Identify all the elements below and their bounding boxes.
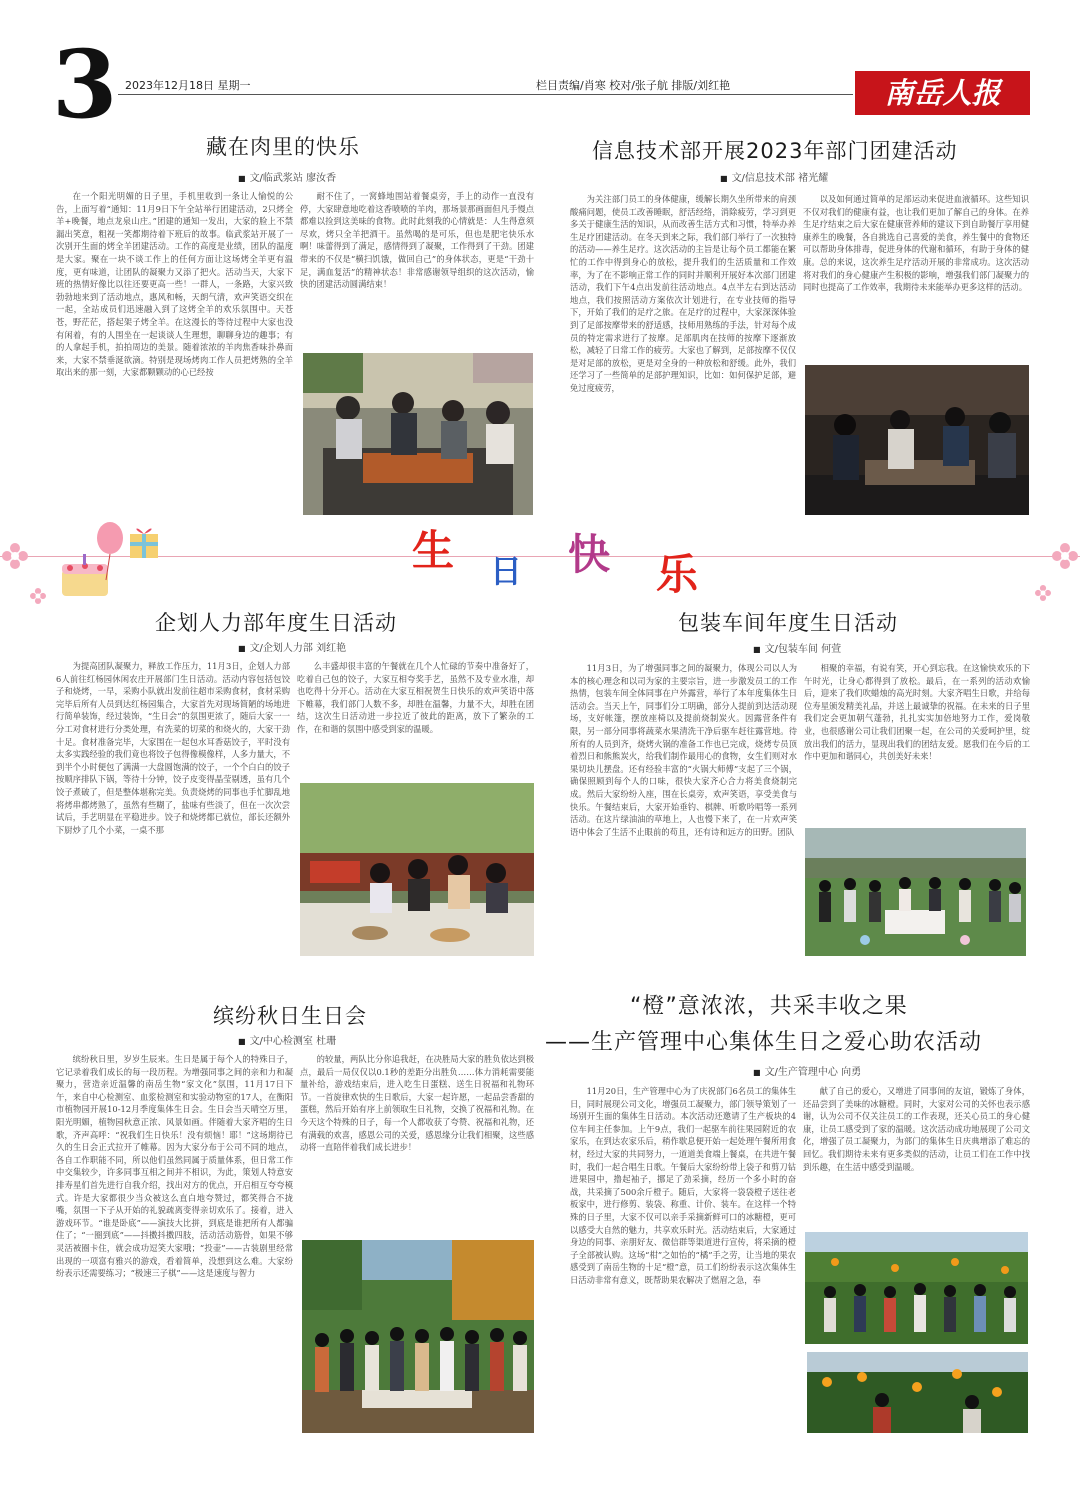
article-photo-orange-picking xyxy=(807,1352,1028,1433)
article-subtitle: ——生产管理中心集体生日之爱心助农活动 xyxy=(545,1030,983,1055)
flower-icon xyxy=(2,543,28,569)
article-photo-dumplings xyxy=(300,783,534,956)
article-body-col2: 耐不住了，一窝蜂地围站着餐桌旁，手上的动作一直没有停，大家肆意地吃着这香喷喷的羊肉，那场景那画面但凡手慢点都难以捡到这美味的食物。此时此刻我的心情就是：人生得意须尽欢，烤只全羊把酒干。虽然喝的是可乐，但也是肥宅快乐水啊！味蕾得到了满足，感情得到了凝聚，工作得到了干劲。团建带来的不仅是“横扫饥饿，做回自己”的身体状态，更是“干劲十足，满血复活”的精神状态！非常感谢领导组织的这次活动，愉快的团建活动圆满结束！ xyxy=(300,191,534,290)
article-body-col2: 以及如何通过简单的足部运动来促进血液循环。这些知识不仅对我们的健康有益，也让我们更加了解自己的身体。在养生足疗结束之后大家在健康营养师的建议下到自助餐厅享用健康养生的晚餐，各自挑选自己喜爱的美食，养生餐中的食物还可以帮助身体排毒，促进身体的代谢和循环，有助于身体的健康。总的来说，这次养生足疗活动开展的非常成功。这次活动将对我们的身心健康产生积极的影响，增强我们部门凝聚力的同时也提高了工作效率，我期待未来能举办更多这样的活动。 xyxy=(803,194,1029,293)
article-title: 藏在肉里的快乐 xyxy=(206,135,360,159)
article-photo-camping xyxy=(805,828,1026,956)
header-rule xyxy=(118,94,853,95)
article-body-col1: 11月20日，生产管理中心为了庆祝部门6名员工的集体生日，同时展现公司文化，增强员工凝聚力，部门领导策划了一场别开生面的集体生日活动。本次活动还邀请了生产板块的4位车间主任参加。上午9点，我们一起驱车前往果园附近的农家乐，在到达农家乐后，稍作歇息便开始一起处理午餐所用食材，经过大家的共同努力，一道道美食端上餐桌，在共进午餐时，我们一起合唱生日歌。午餐后大家纷纷带上袋子和剪刀钻进果园中，撸起袖子，挪足了劲采摘，经历一个多小时的奋战，共采摘了500余斤橙子。随后，大家将一袋袋橙子送往老板家中，进行修剪、装袋、称重、计价、装车。在这样一个特殊的日子里，大家不仅可以亲手采摘新鲜可口的冰糖橙，更可以感受大自然的魅力，共享欢乐时光。活动结束后，大家通过身边的同事、亲朋好友、微信群等渠道进行宣传，将采摘的橙子全部被认购。这场“柑”之如怡的“橘”手之劳，让当地的果农感受到了南岳生物的十足“橙”意，员工们纷纷表示这次集体生日活动非常有意义，既帮助果农解决了燃眉之急，奉 xyxy=(570,1086,796,1285)
article-photo-orchard-group xyxy=(805,1232,1028,1344)
square-bullet-icon: ■ xyxy=(238,1037,246,1046)
article-body-col2: 的较量，两队比分你追我赶，在决胜局大家的胜负依达到极点，最后一局仅仅以0.1秒的差距分出胜负……体力消耗需要能量补给，游戏结束后，进入吃生日蛋糕、送生日祝福和礼物环节。一首旋律欢快的生日歌后，大家一起许愿，一起品尝香甜的蛋糕，然后开始有序上前领取生日礼物，交换了祝福和礼物。在今天这个特殊的日子，每一个人都收获了夸赞、祝福和礼物，还有满载的欢喜，感恩公司的关爱，感恩缘分让我们相聚，这些感动将一直陪伴着我们成长进步！ xyxy=(300,1054,534,1153)
square-bullet-icon: ■ xyxy=(238,644,246,653)
banner-char: 生 xyxy=(412,526,455,575)
article-photo-autumn xyxy=(302,1240,534,1433)
article-title: 包装车间年度生日活动 xyxy=(678,611,898,635)
flower-icon xyxy=(1052,543,1078,569)
banner-char: 快 xyxy=(568,530,611,579)
article-byline: ■ 文/生产管理中心 向勇 xyxy=(753,1067,862,1078)
banner-char: 乐 xyxy=(656,550,699,599)
flower-icon xyxy=(1035,585,1051,601)
flower-icon xyxy=(30,588,46,604)
square-bullet-icon: ■ xyxy=(753,645,761,654)
square-bullet-icon: ■ xyxy=(720,174,728,183)
banner-char: 日 xyxy=(490,552,523,590)
article-byline: ■ 文/中心检测室 杜珊 xyxy=(238,1036,337,1047)
article-body-col1: 为提高团队凝聚力，释放工作压力，11月3日，企划人力部6人前往红杨园休闲农庄开展部门生日活动。活动内容包括包饺子和烧烤，一早，采购小队就出发前往超市采购食材，食材采购完毕后所有人员到达红杨园集合，大家首先对现场简陋的场地进行简单装饰，经过装饰，“生日会”的氛围更浓了，随后大家一一分工对食材进行分类处理，有洗菜的切菜的和烧火的，大家干劲十足。食材准备完毕，大家围在一起包水耳香菇饺子，平时没有太多实践经验的我们竟也将饺子包得像模像样，人多力量大，不到半个小时便包了满满一大盘圆饱满的饺子，一个个白白的饺子按顺序排队下锅，等待十分钟，饺子皮变得晶莹剔透，虽有几个饺子煮破了，但是整体堪称完美。负责烧烤的同事也手忙脚乱地将烤串都烤熟了，虽然有些糊了，盐味有些淡了，但在一次次尝试后，手艺明显在平稳进步。饺子和烧烤都已就位，部长还额外下厨炒了几个小菜，一桌不那 xyxy=(56,661,290,835)
article-byline: ■ 文/企划人力部 刘红艳 xyxy=(238,643,347,654)
editor-credits: 栏目责编/肖寒 校对/张子航 排版/刘红艳 xyxy=(536,79,731,92)
square-bullet-icon: ■ xyxy=(753,1068,761,1077)
article-body-col1: 11月3日，为了增强同事之间的凝聚力，体现公司以人为本的核心理念和以司为家的主要宗旨，进一步激发员工的工作热情，包装车间全体同事在户外露营，举行了本年度集体生日活动会。当天上午，同事们分工明确，部分人提前到达活动现场，支好帐篷，摆放座椅以及提前烧制炭火。因露营条件有限，另一部分同事将蔬菜水果清洗干净后驱车赶往露营地。待所有的人员到齐，烧烤火锅的准备工作也已完成，烧烤专员顶着烈日和熊熊炭火，给我们制作最用心的食物，女生们则对水果切块儿摆盘。还有经验丰富的“火锅大师傅”支起了三个锅，确保照顾到每个人的口味，很快大家齐心合力将美食烧制完成。然后大家纷纷入座，围在长桌旁，欢声笑语，享受美食与快乐。午餐结束后，大家开始垂钓、棋牌、听歌吟唱等一系列活动。在这片绿油油的草地上，人也慢下来了，在一片欢声笑语中体会了生活不止眼前的苟且，还有诗和远方的田野。团队 xyxy=(570,663,797,837)
article-body-col1: 为关注部门员工的身体健康，缓解长期久坐所带来的肩颈酸痛问题，使员工改善睡眠，舒活经络，消除疲劳，学习到更多关于健康生活的知识，从而改善生活方式和习惯，特举办养生足疗团建活动。在冬天到来之际，我们部门举行了一次独特的活动——养生足疗。这次活动的主旨是让每个员工都能在繁忙的工作中得到身心的放松，提升我们的生活质量和工作效率，为了在不影响正常工作的同时并顺利开展好本次部门团建活动，我们下午4点出发前往活动地点。4点半左右到达活动地点，我们按照活动方案依次计划进行，在专业技师的指导下，开始了我们的足疗之旅。在足疗的过程中，大家深深体验到了足部按摩带来的舒适感，技师用熟练的手法，针对每个成员的特定需求进行了按摩。足部肌肉在技师的按摩下逐渐放松，减轻了日常工作的疲劳。大家也了解到，足部按摩不仅仅是对足部的放松，更是对全身的一种放松和舒缓。此外，我们还学习了一些简单的足部护理知识，比如：如何保护足部，避免过度疲劳， xyxy=(570,194,796,393)
article-photo-bbq xyxy=(303,353,533,515)
article-title: 信息技术部开展2023年部门团建活动 xyxy=(592,139,958,163)
article-title: “橙”意浓浓，共采丰收之果 xyxy=(630,994,908,1019)
square-bullet-icon: ■ xyxy=(238,174,246,183)
article-body-col1: 缤纷秋日里，岁岁生辰来。生日是属于每个人的特殊日子，它记录着我们成长的每一段历程。为增强同事之间的亲和力和凝聚力，营造亲近温馨的南岳生物“家文化”氛围，11月17日下午，来自中心检测室、血浆检测室和实验动物室的17人，在衡阳市植物园开展10-12月季度集体生日会。生日会当天晴空万里，阳光明媚，植物园秋意正浓、风景如画。伴随着大家齐唱的生日歌，齐声高呼：“祝我们生日快乐！没有烦恼！耶！”这场期待已久的生日会正式拉开了帷幕。因为大家分布于公司不同的地点，各自工作职能不同，所以他们虽然同属于质量体系，但日常工作中交集较少，许多同事互相之间并不相识，为此，策划人特意安排寿星们首先进行自我介绍，找出对方的优点，开启相互夸夸模式。许是大家都很少当众被这么直白地夸赞过，都笑得合不拢嘴，氛围一下子从开始的礼貌疏离变得亲切欢乐了。接着，进入游戏环节。“谁是卧底”——演技大比拼，到底是谁把所有人都骗住了；“一圈到底”——抖擞抖擞四肢，活动活动筋骨，如果不够灵活被圈卡住，就会成功逗笑大家哦；“投壶”——古装剧里经常出现的一项富有雅兴的游戏，看着简单，没想到这么难。大家纷纷表示还需要练习；“极速三子棋”——这是速度与智力 xyxy=(56,1054,293,1279)
article-byline: ■ 文/包装车间 何萱 xyxy=(753,644,842,655)
cake-balloon-gift-icon xyxy=(56,520,176,602)
article-title: 企划人力部年度生日活动 xyxy=(155,611,397,635)
masthead-logo: 南岳人报 xyxy=(855,71,1030,115)
article-byline: ■ 文/临武浆站 廖汝香 xyxy=(238,173,337,184)
issue-date: 2023年12月18日 星期一 xyxy=(125,79,251,92)
article-body-col2: 相聚的幸福，有说有笑，开心到忘我。在这愉快欢乐的下午时光，让身心都得到了放松。最后，在一系列的活动欢愉后，迎来了我们吹蜡烛的高光时刻。大家齐唱生日歌，并给每位寿星颁发精美礼品，并送上最诚挚的祝福。在未来的日子里我们定会更加朝气蓬勃，扎扎实实加倍地努力工作，爱岗敬业，也很感谢公司让我们团聚一起，在公司的关爱呵护里，绽放出我们的活力，显现出我们的团结友爱。愿我们在今后的工作中更加和谐同心，共创美好未来！ xyxy=(804,663,1030,762)
article-title: 缤纷秋日生日会 xyxy=(213,1004,367,1028)
article-body-col1: 在一个阳光明媚的日子里，手机里收到一条让人愉悦的公告，上面写着“通知：11月9日下午全站举行团建活动，2只烤全羊+晚餐，地点龙泉山庄。”团建的通知一发出，大家的脸上不禁漏出笑意，粗视一笑都期待着下班后的故事。临武浆站开展了一次别开生面的烤全羊团建活动。工作的高度是业绩，团队的温度是大家。聚在一块不谈工作上的任何方面让这场烤全羊更有温度，更有味道，让团队的凝聚力又添了把火。活动当天，大家下班的热情好像比以往还要更高一些！一群人，一条路，大家兴致勃勃地来到了活动地点，惠风和畅，天朗气清，欢声笑语交织在一起，全站成员们迅速融入到了这烤全羊的欢乐氛围中。天苍苍，野茫茫，搭起架子烤全羊。在这漫长的等待过程中大家也没有闲着，有的人围坐在一起谈谈人生理想，聊聊身边的趣事；有的人拿起手机，拍拍周边的美景。随着浓浓的羊肉焦香味扑鼻而来，大家不禁垂涎欲滴。特别是现场烤肉工作人员把烤熟的全羊取出来的那一刻，大家都颗颗动的心已经按 xyxy=(56,191,293,378)
article-body-col2: 献了自己的爱心，又增进了同事间的友谊，锻炼了身体，还品尝到了美味的冰糖橙。同时，大家对公司的关怀也表示感谢，认为公司不仅关注员工的工作表现，还关心员工的身心健康，让员工感受到了家的温暖。这次活动成功地展现了公司文化，增强了员工凝聚力，为部门的集体生日庆典增添了难忘的回忆。我们期待未来有更多类似的活动，让员工们在工作中找到乐趣，在生活中感受到温暖。 xyxy=(803,1086,1030,1172)
article-body-col2: 么丰盛却很丰富的午餐就在几个人忙碌的节奏中准备好了，吃着自己包的饺子，大家互相夸奖手艺，虽然不及专业水准，却也吃得十分开心。活动在大家互相祝贺生日快乐的欢声笑语中落下帷幕，我们部门人数不多，却胜在温馨，力量不大，却胜在团结，这次生日活动进一步拉近了彼此的距离，放下了繁杂的工作，在和谐的氛围中感受到家的温暖。 xyxy=(297,661,534,734)
page-number: 3 xyxy=(52,30,118,140)
article-photo-dinner xyxy=(805,365,1029,515)
article-byline: ■ 文/信息技术部 褚光耀 xyxy=(720,173,829,184)
